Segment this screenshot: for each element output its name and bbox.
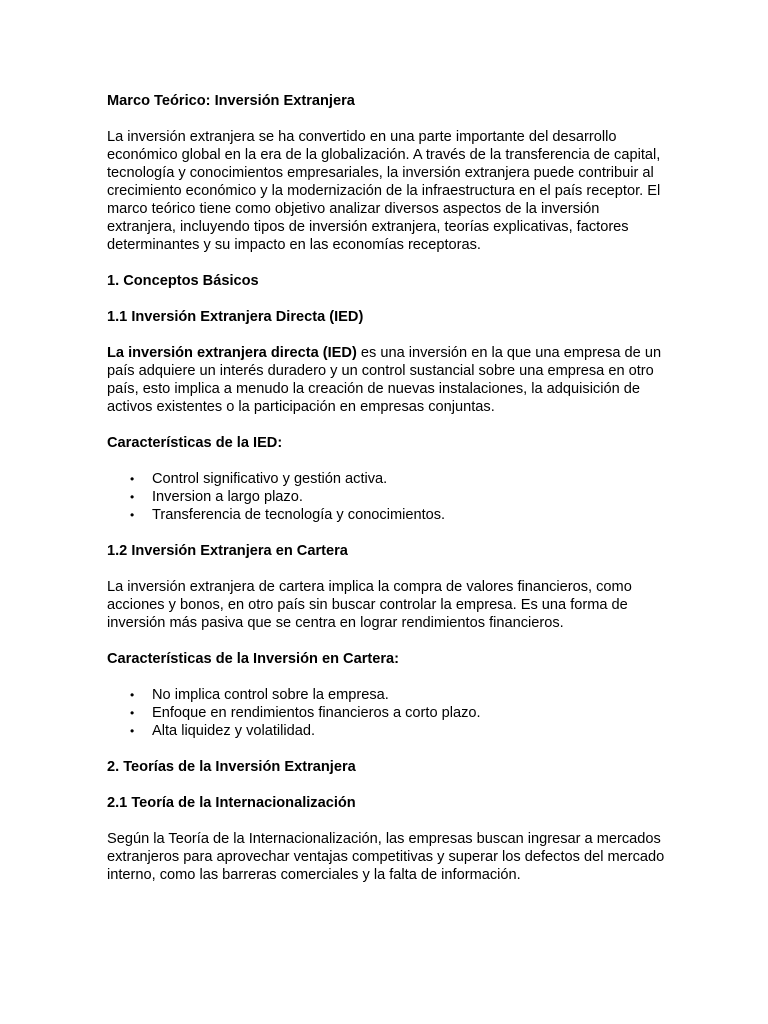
list-item <box>130 470 667 488</box>
portfolio-paragraph: La inversión extranjera de cartera implica la compra de valores financieros, como acciones y bonos, en otro país sin buscar controlar la empresa. Es una forma de inversión más pasiva que se centra en lograr rendimientos financieros. <box>107 579 632 631</box>
ied-features-list <box>107 470 667 524</box>
internationalization-paragraph: Según la Teoría de la Internacionalización, las empresas buscan ingresar a mercados extranjeros para aprovechar ventajas competitivas y superar los defectos del mercado interno, como las barreras comerciales y la falta de información. <box>107 831 665 883</box>
ied-definition-paragraph <box>107 344 667 416</box>
list-item-text: Enfoque en rendimientos financieros a corto plazo. <box>152 705 481 721</box>
section-1-1-heading: 1.1 Inversión Extranjera Directa (IED) <box>107 309 364 325</box>
section-1-2-heading: 1.2 Inversión Extranjera en Cartera <box>107 543 348 559</box>
bullet-icon: • <box>130 688 135 702</box>
portfolio-features-heading: Características de la Inversión en Cartera: <box>107 651 400 667</box>
list-item-text: Inversion a largo plazo. <box>152 489 303 505</box>
section-2-1-heading: 2.1 Teoría de la Internacionalización <box>107 795 356 811</box>
bullet-icon: • <box>130 508 135 522</box>
list-item-text: Alta liquidez y volatilidad. <box>152 723 316 739</box>
list-item-text: Control significativo y gestión activa. <box>152 471 388 487</box>
list-item <box>130 704 667 722</box>
list-item-text: No implica control sobre la empresa. <box>152 687 389 703</box>
list-item <box>130 722 667 740</box>
bullet-icon: • <box>130 490 135 504</box>
bullet-icon: • <box>130 472 135 486</box>
list-item <box>130 488 667 506</box>
list-item <box>130 506 667 524</box>
ied-definition-body: es una inversión en la que una empresa de un país adquiere un interés duradero y un control sustancial sobre una empresa en otro país, esto implica a menudo la creación de nuevas instalaciones, la adquisición de activos existentes o la participación en empresas conjuntas. <box>107 345 662 415</box>
document-page <box>107 92 667 884</box>
portfolio-features-list <box>107 686 667 740</box>
bullet-icon: • <box>130 706 135 720</box>
section-2-heading: 2. Teorías de la Inversión Extranjera <box>107 759 356 775</box>
ied-definition-lead: La inversión extranjera directa (IED) <box>107 345 357 361</box>
ied-features-heading: Características de la IED: <box>107 435 283 451</box>
list-item-text: Transferencia de tecnología y conocimientos. <box>152 507 446 523</box>
intro-paragraph: La inversión extranjera se ha convertido en una parte importante del desarrollo económico global en la era de la globalización. A través de la transferencia de capital, tecnología y conocimientos empresariales, la inversión extranjera puede contribuir al crecimiento económico y la modernización de la infraestructura en el país receptor. El marco teórico tiene como objetivo analizar diversos aspectos de la inversión extranjera, incluyendo tipos de inversión extranjera, teorías explicativas, factores determinantes y su impacto en las economías receptoras. <box>107 129 661 253</box>
document-title: Marco Teórico: Inversión Extranjera <box>107 93 355 109</box>
bullet-icon: • <box>130 724 135 738</box>
section-1-heading: 1. Conceptos Básicos <box>107 273 259 289</box>
list-item <box>130 686 667 704</box>
